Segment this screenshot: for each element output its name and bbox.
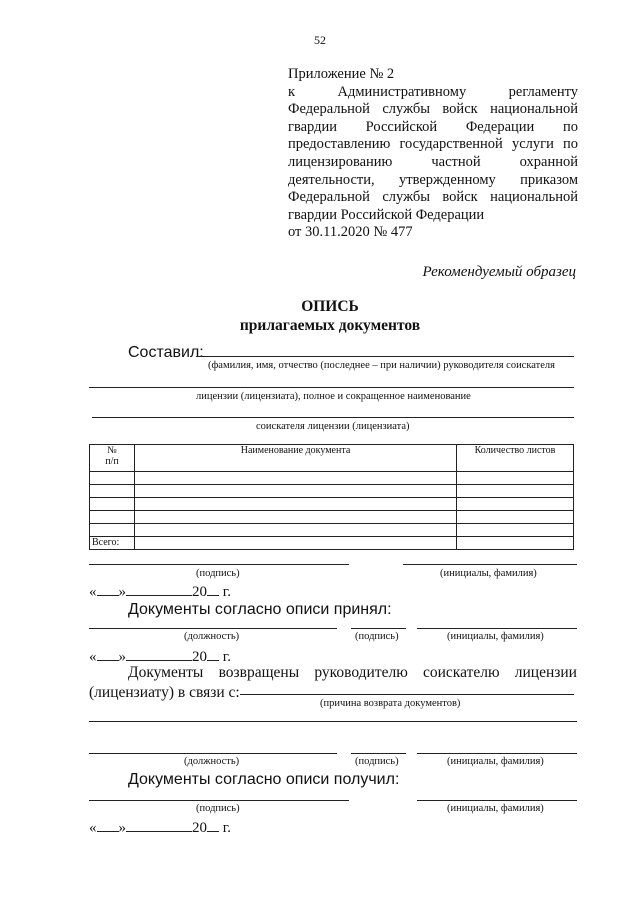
table-cell[interactable]: [457, 485, 574, 498]
day-blank[interactable]: [97, 818, 119, 832]
table-total-row: [90, 537, 574, 550]
signature-caption: (подпись): [196, 568, 240, 579]
page-number: 52: [314, 33, 326, 47]
total-label: Всего:: [90, 537, 135, 550]
month-blank[interactable]: [126, 818, 192, 832]
appendix-line: Федеральной службы войск национальной: [288, 101, 578, 118]
date-field: [89, 818, 231, 837]
signature-line[interactable]: [89, 564, 349, 565]
close-quote: »: [118, 820, 126, 836]
signature-line[interactable]: [351, 753, 406, 754]
close-quote: »: [118, 649, 126, 665]
received-label: Документы согласно описи получил:: [128, 771, 400, 788]
appendix-line: от 30.11.2020 № 477: [288, 224, 413, 241]
table-cell[interactable]: [457, 511, 574, 524]
appendix-line: Федеральной службы войск национальной: [288, 189, 578, 206]
table-cell[interactable]: [135, 537, 457, 550]
appendix-line: лицензированию частной охранной: [288, 153, 578, 170]
table-cell[interactable]: [135, 524, 457, 537]
signature-caption: (подпись): [196, 803, 240, 814]
table-cell[interactable]: [457, 537, 574, 550]
table-row: [90, 511, 574, 524]
document-title: ОПИСЬ: [301, 298, 359, 315]
table-cell[interactable]: [90, 498, 135, 511]
table-cell[interactable]: [135, 498, 457, 511]
appendix-line: гвардии Российской Федерации по: [288, 118, 578, 135]
returned-word: руководителю: [314, 664, 408, 681]
signature-line[interactable]: [89, 800, 349, 801]
reason-line-2[interactable]: [89, 721, 577, 722]
appendix-line: гвардии Российской Федерации: [288, 206, 485, 223]
table-cell[interactable]: [90, 511, 135, 524]
compiler-line[interactable]: [196, 356, 574, 357]
signature-line[interactable]: [351, 628, 406, 629]
year-suffix: г.: [219, 820, 231, 836]
table-cell[interactable]: [135, 472, 457, 485]
returned-word: соискателю: [423, 664, 500, 681]
table-row: [90, 485, 574, 498]
returned-word: возвращены: [218, 664, 300, 681]
appendix-block: [288, 66, 578, 242]
table-cell[interactable]: [90, 524, 135, 537]
returned-word: лицензии: [514, 664, 577, 681]
returned-label-line2: (лицензиату) в связи с:: [89, 684, 240, 701]
close-quote: »: [118, 584, 126, 600]
year-prefix: 20: [192, 820, 207, 836]
day-blank[interactable]: [97, 647, 119, 661]
returned-word: Документы: [128, 664, 204, 681]
returned-label: [128, 664, 577, 682]
position-line[interactable]: [89, 628, 337, 629]
compiler-line-3[interactable]: [92, 417, 574, 418]
date-field: [89, 582, 231, 601]
initials-caption: (инициалы, фамилия): [447, 631, 544, 642]
appendix-line: Приложение № 2: [288, 66, 395, 82]
compiler-line-2[interactable]: [89, 387, 574, 388]
appendix-line: к Административному регламенту: [288, 83, 578, 100]
initials-line[interactable]: [417, 753, 577, 754]
col-header-sheets: Количество листов: [457, 445, 574, 472]
year-blank[interactable]: [207, 582, 219, 596]
year-blank[interactable]: [207, 647, 219, 661]
table-row: [90, 472, 574, 485]
open-quote: «: [89, 649, 97, 665]
table-row: [90, 524, 574, 537]
header-number-a: № п/п: [105, 445, 119, 467]
table-cell[interactable]: [457, 498, 574, 511]
documents-table: [89, 444, 574, 550]
applicant-caption: соискателя лицензии (лицензиата): [256, 421, 410, 432]
initials-caption: (инициалы, фамилия): [447, 756, 544, 767]
position-caption: (должность): [184, 631, 240, 642]
year-blank[interactable]: [207, 818, 219, 832]
col-header-name: Наименование документа: [135, 445, 457, 472]
table-row: [90, 498, 574, 511]
position-line[interactable]: [89, 753, 337, 754]
year-prefix: 20: [192, 649, 207, 665]
table-cell[interactable]: [135, 485, 457, 498]
reason-line[interactable]: [240, 694, 574, 695]
table-cell[interactable]: [457, 524, 574, 537]
table-cell[interactable]: [457, 472, 574, 485]
position-caption: (должность): [184, 756, 240, 767]
sample-label: Рекомендуемый образец: [422, 264, 576, 280]
year-suffix: г.: [219, 584, 231, 600]
table-cell[interactable]: [135, 511, 457, 524]
signature-caption: (подпись): [355, 756, 399, 767]
compiler-caption: (фамилия, имя, отчество (последнее – при наличии) руководителя соискателя: [208, 360, 555, 371]
accepted-label: Документы согласно описи принял:: [128, 601, 392, 618]
day-blank[interactable]: [97, 582, 119, 596]
initials-line[interactable]: [417, 628, 577, 629]
table-cell[interactable]: [90, 472, 135, 485]
initials-caption: (инициалы, фамилия): [447, 803, 544, 814]
initials-line[interactable]: [417, 800, 577, 801]
appendix-line: деятельности, утвержденному приказом: [288, 171, 578, 188]
month-blank[interactable]: [126, 647, 192, 661]
open-quote: «: [89, 584, 97, 600]
open-quote: «: [89, 820, 97, 836]
initials-line[interactable]: [403, 564, 577, 565]
initials-caption: (инициалы, фамилия): [440, 568, 537, 579]
license-caption: лицензии (лицензиата), полное и сокращенное наименование: [196, 391, 471, 402]
year-prefix: 20: [192, 584, 207, 600]
year-suffix: г.: [219, 649, 231, 665]
document-subtitle: прилагаемых документов: [239, 317, 421, 334]
month-blank[interactable]: [126, 582, 192, 596]
compiled-label: Составил:: [128, 344, 204, 361]
appendix-line: предоставлению государственной услуги по: [288, 136, 578, 153]
col-header-number: [90, 445, 135, 472]
reason-caption: (причина возврата документов): [320, 698, 461, 709]
table-cell[interactable]: [90, 485, 135, 498]
signature-caption: (подпись): [355, 631, 399, 642]
